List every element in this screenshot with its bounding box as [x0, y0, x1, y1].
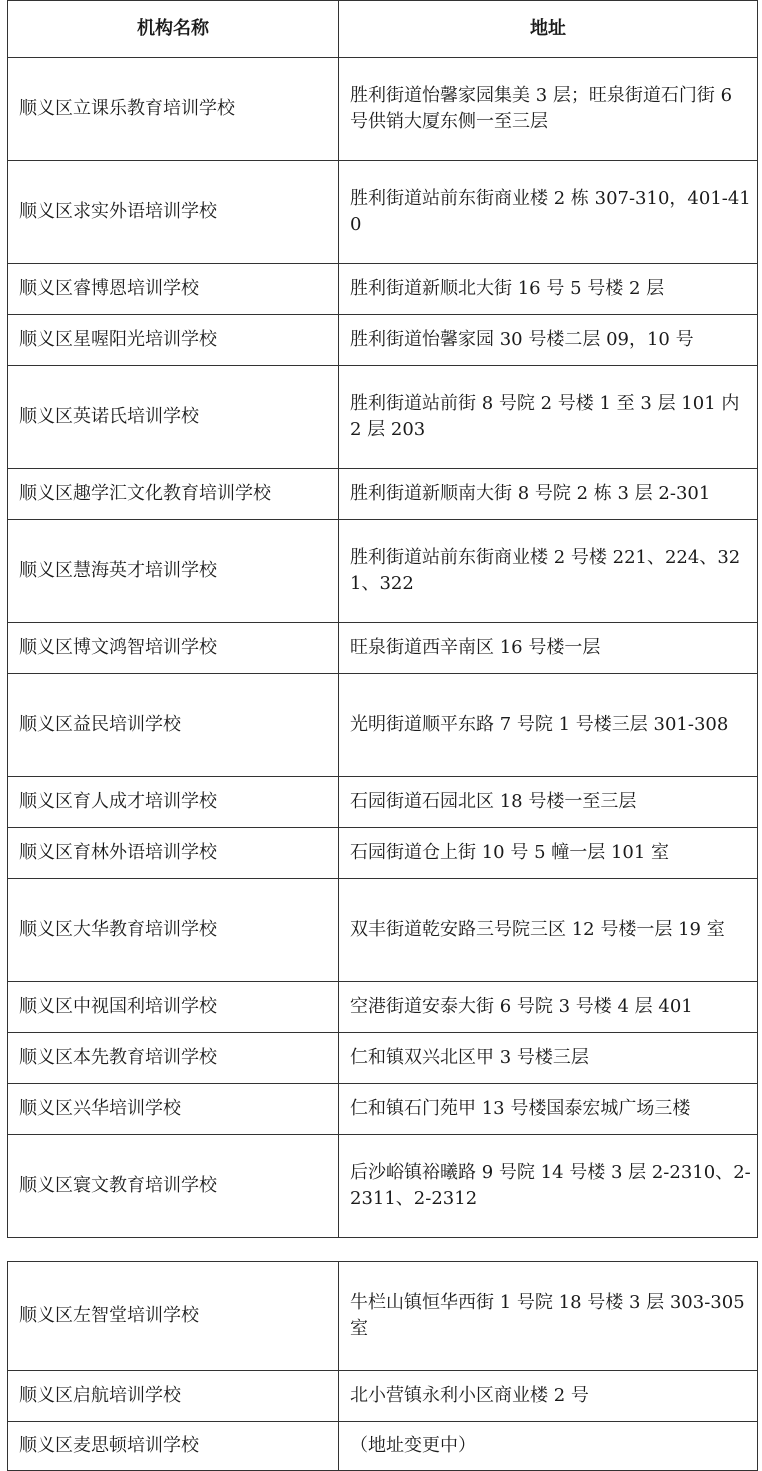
institution-address: 光明街道顺平东路 7 号院 1 号楼三层 301-308: [339, 674, 758, 777]
institution-name: 顺义区育林外语培训学校: [8, 828, 339, 879]
table-row: [8, 982, 758, 1033]
institution-address: 胜利街道新顺南大街 8 号院 2 栋 3 层 2-301: [339, 469, 758, 520]
table-row: [8, 161, 758, 264]
institution-address: 胜利街道怡馨家园 30 号楼二层 09，10 号: [339, 315, 758, 366]
table-row: [8, 777, 758, 828]
institution-address: 石园街道仓上街 10 号 5 幢一层 101 室: [339, 828, 758, 879]
header-institution-name: 机构名称: [8, 1, 339, 58]
institution-address: 牛栏山镇恒华西街 1 号院 18 号楼 3 层 303-305 室: [339, 1262, 758, 1371]
institution-address: 北小营镇永利小区商业楼 2 号: [339, 1371, 758, 1422]
table-row: [8, 1033, 758, 1084]
institution-address: 仁和镇双兴北区甲 3 号楼三层: [339, 1033, 758, 1084]
institution-address: 胜利街道怡馨家园集美 3 层；旺泉街道石门街 6 号供销大厦东侧一至三层: [339, 58, 758, 161]
institution-name: 顺义区博文鸿智培训学校: [8, 623, 339, 674]
institution-address: 仁和镇石门苑甲 13 号楼国泰宏城广场三楼: [339, 1084, 758, 1135]
table-row: [8, 1135, 758, 1238]
table-row: [8, 1084, 758, 1135]
institution-name: 顺义区立课乐教育培训学校: [8, 58, 339, 161]
table-row: [8, 366, 758, 469]
school-address-table-continued: [7, 1261, 758, 1471]
institution-address: 石园街道石园北区 18 号楼一至三层: [339, 777, 758, 828]
institution-name: 顺义区趣学汇文化教育培训学校: [8, 469, 339, 520]
table-row: [8, 828, 758, 879]
header-address: 地址: [339, 1, 758, 58]
institution-address: 胜利街道站前东街商业楼 2 栋 307-310，401-410: [339, 161, 758, 264]
table-row: [8, 469, 758, 520]
institution-name: 顺义区益民培训学校: [8, 674, 339, 777]
table-header-row: [8, 1, 758, 58]
institution-name: 顺义区兴华培训学校: [8, 1084, 339, 1135]
institution-name: 顺义区睿博恩培训学校: [8, 264, 339, 315]
institution-address: 胜利街道站前街 8 号院 2 号楼 1 至 3 层 101 内 2 层 203: [339, 366, 758, 469]
institution-address: 双丰街道乾安路三号院三区 12 号楼一层 19 室: [339, 879, 758, 982]
institution-name: 顺义区求实外语培训学校: [8, 161, 339, 264]
institution-name: 顺义区中视国利培训学校: [8, 982, 339, 1033]
table-row: [8, 58, 758, 161]
institution-name: 顺义区左智堂培训学校: [8, 1262, 339, 1371]
table-row: [8, 1422, 758, 1471]
table-row: [8, 1371, 758, 1422]
institution-address: 旺泉街道西辛南区 16 号楼一层: [339, 623, 758, 674]
table-row: [8, 520, 758, 623]
table-row: [8, 674, 758, 777]
institution-address: 胜利街道站前东街商业楼 2 号楼 221、224、321、322: [339, 520, 758, 623]
institution-name: 顺义区英诺氏培训学校: [8, 366, 339, 469]
table-row: [8, 1262, 758, 1371]
table-row: [8, 315, 758, 366]
institution-name: 顺义区启航培训学校: [8, 1371, 339, 1422]
institution-address: 后沙峪镇裕曦路 9 号院 14 号楼 3 层 2-2310、2-2311、2-2312: [339, 1135, 758, 1238]
institution-name: 顺义区麦思顿培训学校: [8, 1422, 339, 1471]
institution-name: 顺义区育人成才培训学校: [8, 777, 339, 828]
institution-address: （地址变更中）: [339, 1422, 758, 1471]
table-row: [8, 623, 758, 674]
school-address-table: [7, 0, 758, 1238]
institution-name: 顺义区本先教育培训学校: [8, 1033, 339, 1084]
institution-name: 顺义区星喔阳光培训学校: [8, 315, 339, 366]
table-row: [8, 879, 758, 982]
institution-name: 顺义区大华教育培训学校: [8, 879, 339, 982]
institution-name: 顺义区慧海英才培训学校: [8, 520, 339, 623]
institution-name: 顺义区寰文教育培训学校: [8, 1135, 339, 1238]
institution-address: 空港街道安泰大街 6 号院 3 号楼 4 层 401: [339, 982, 758, 1033]
institution-address: 胜利街道新顺北大街 16 号 5 号楼 2 层: [339, 264, 758, 315]
table-row: [8, 264, 758, 315]
